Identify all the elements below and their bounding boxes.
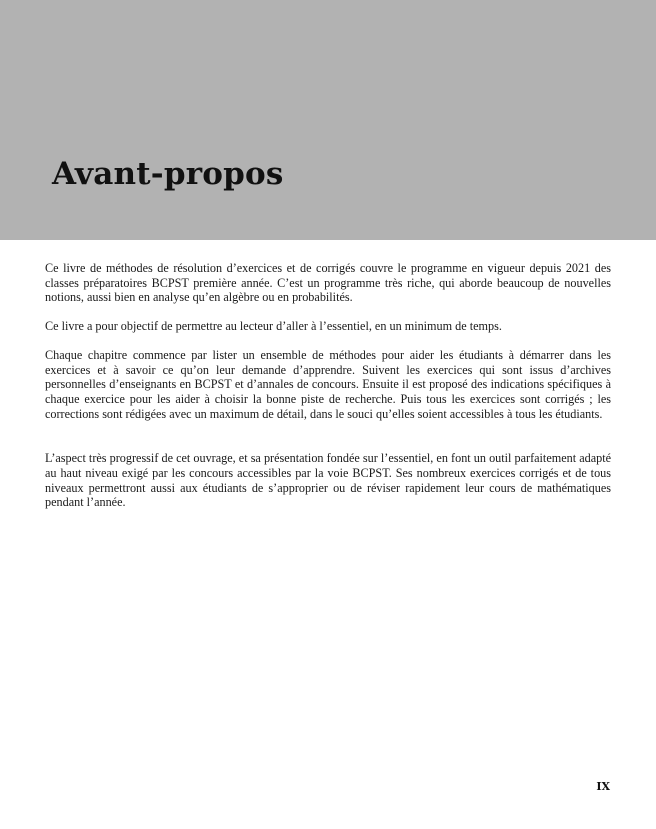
chapter-header-band bbox=[0, 0, 656, 240]
paragraph-conclusion: L’aspect très progressif de cet ouvrage, et sa présentation fondée sur l’essentiel, en font un outil parfaitement adapté au haut niveau exigé par les concours accessibles par la voie BCPST. Ses nombreux exercices corrigés et de tous niveaux permettront aussi aux étudiants de s’approprier ou de réviser rapidement leur cours de mathématiques pendant l’année. bbox=[45, 451, 611, 510]
page-title: Avant-propos bbox=[52, 156, 284, 192]
paragraph-objective: Ce livre a pour objectif de permettre au lecteur d’aller à l’essentiel, en un minimum de temps. bbox=[45, 319, 502, 334]
page-number: IX bbox=[596, 780, 610, 793]
paragraph-intro: Ce livre de méthodes de résolution d’exercices et de corrigés couvre le programme en vigueur depuis 2021 des classes préparatoires BCPST première année. C’est un programme très riche, qui aborde beaucoup de nouvelles notions, aussi bien en analyse qu’en algèbre ou en probabilités. bbox=[45, 261, 611, 305]
paragraph-structure: Chaque chapitre commence par lister un ensemble de méthodes pour aider les étudiants à démarrer dans les exercices et à savoir ce qu’on leur demande d’apprendre. Suivent les exercices qui sont issus d’archives personnelles d’enseignants en BCPST et d’annales de concours. Ensuite il est proposé des indications spécifiques à chaque exercice pour les aider à choisir la bonne piste de recherche. Puis tous les exercices sont corrigés ; les corrections sont rédigées avec un maximum de détail, dans le souci qu’elles soient accessibles à tous les étudiants. bbox=[45, 347, 611, 421]
foreword-body bbox=[45, 261, 611, 510]
